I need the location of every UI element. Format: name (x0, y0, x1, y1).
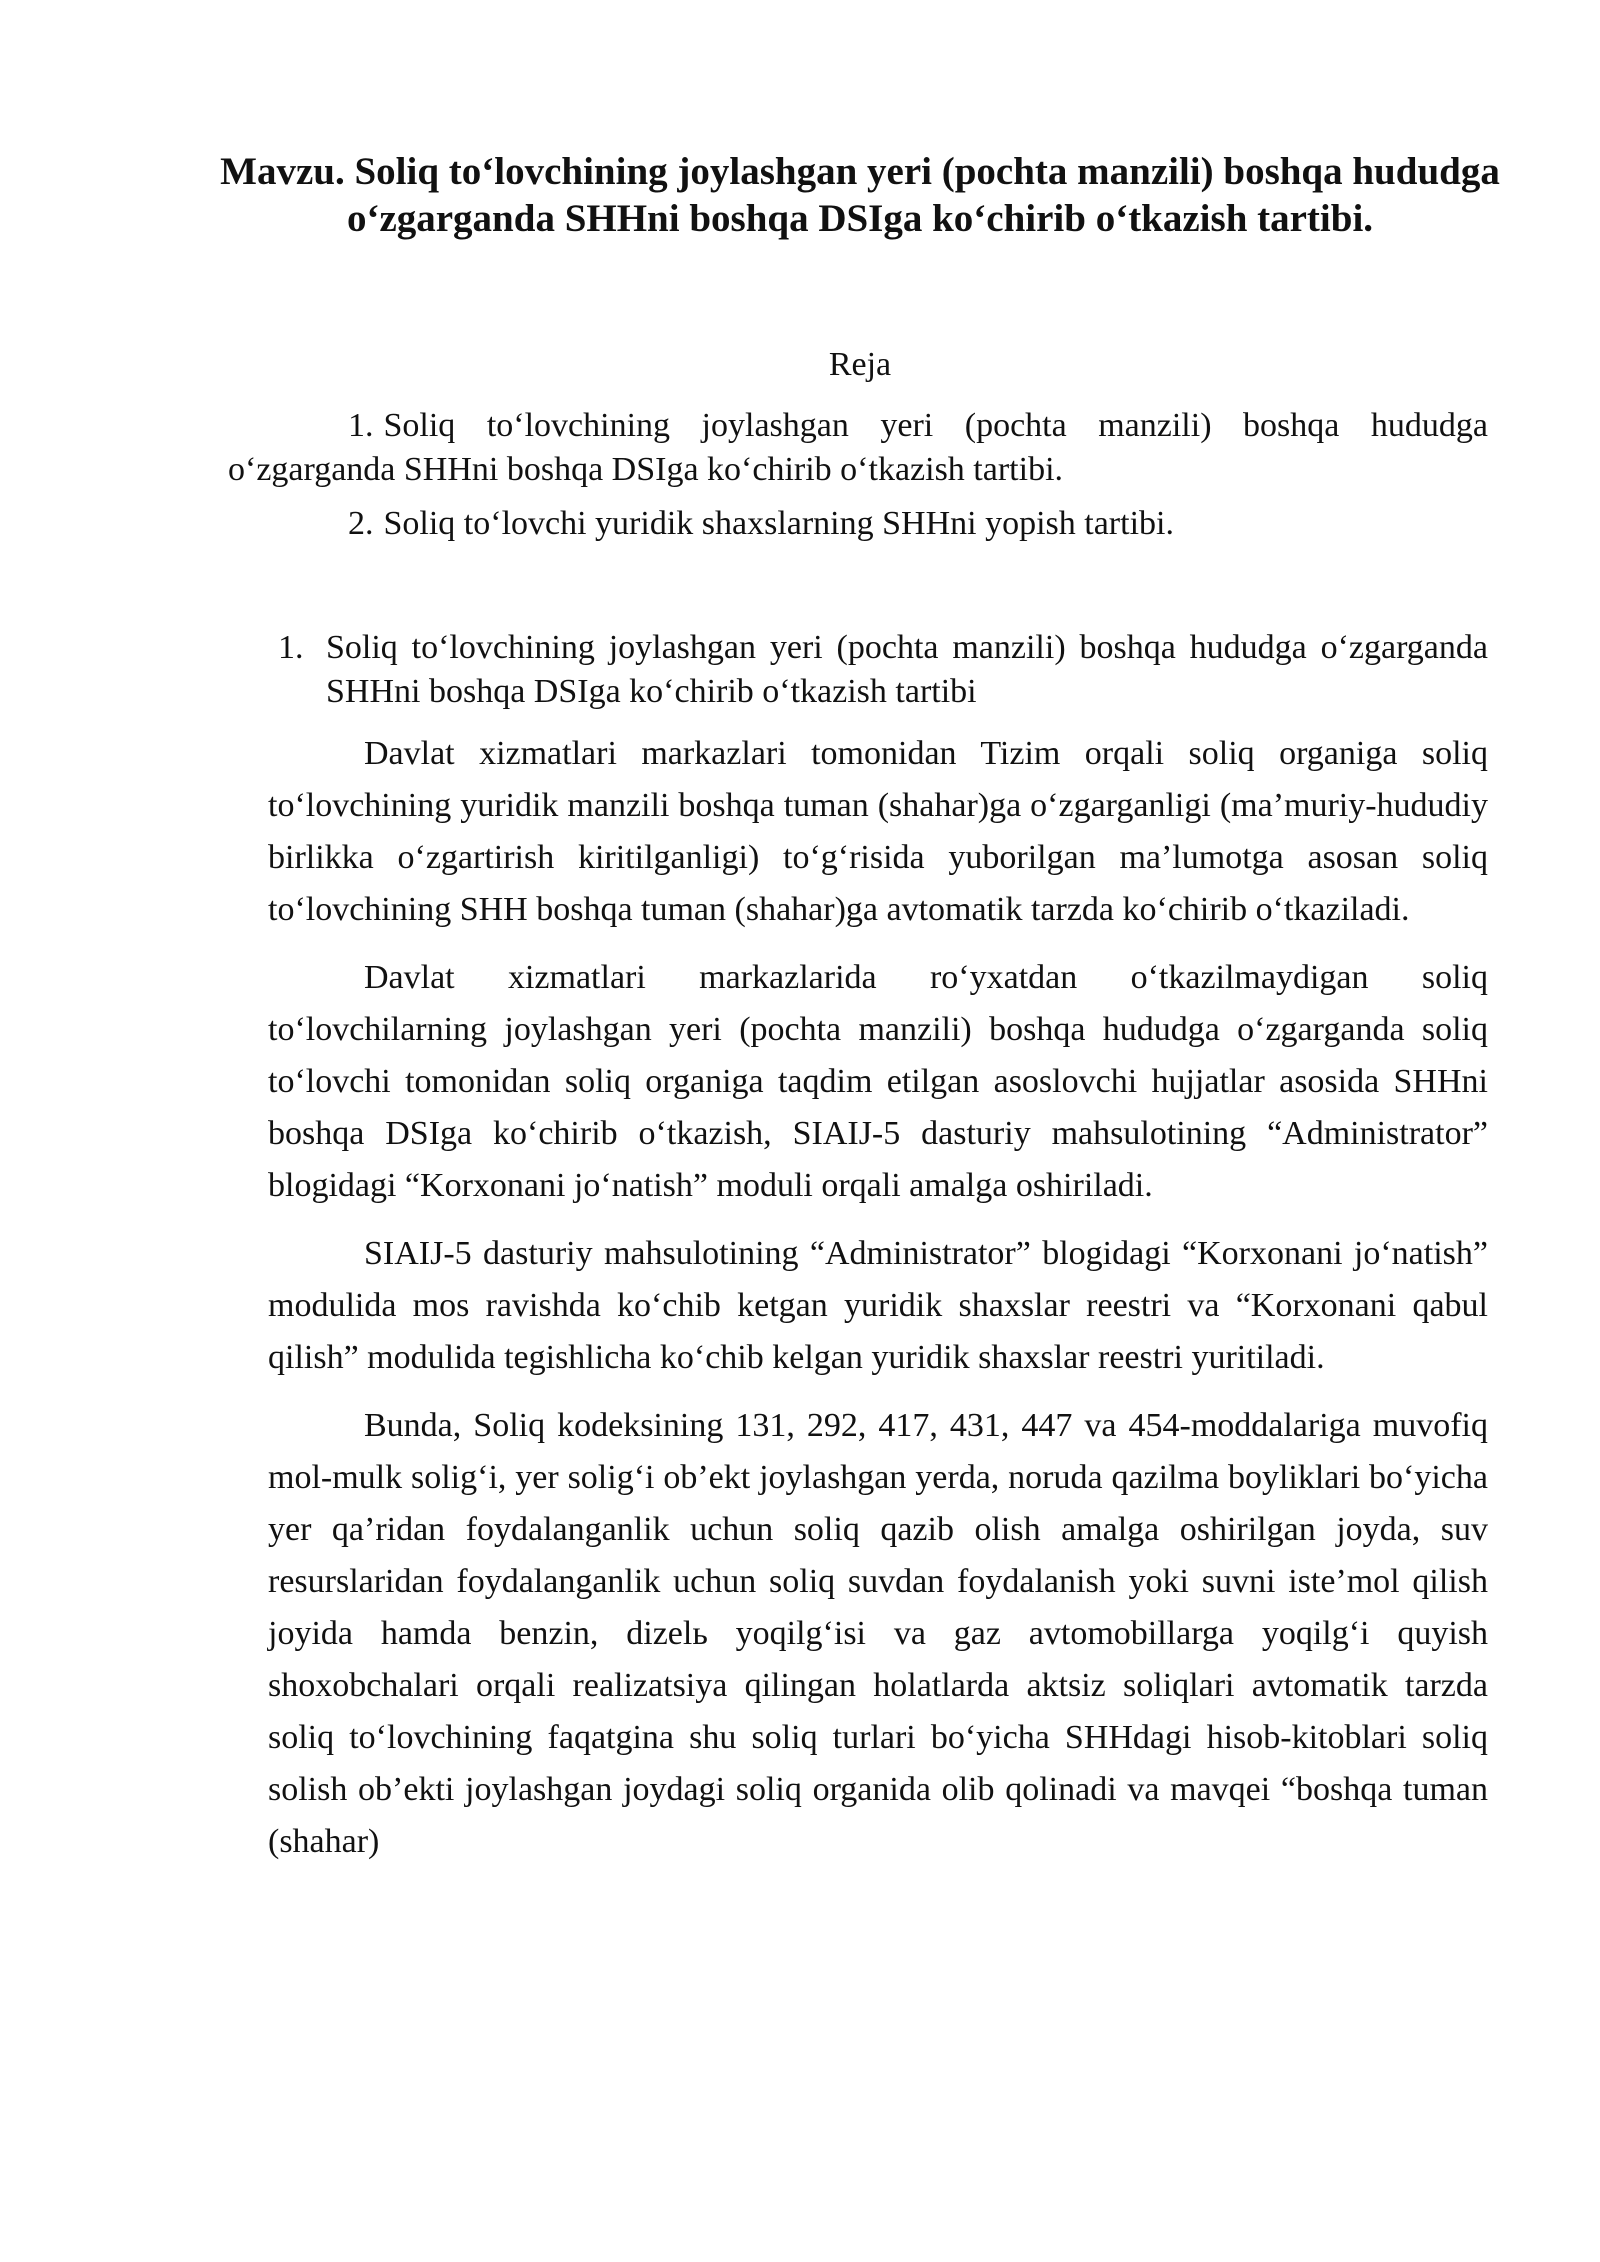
body-paragraph: Davlat xizmatlari markazlarida ro‘yxatdan o‘tkazilmaydigan soliq to‘lovchilarning joylashgan yeri (pochta manzili) boshqa hududga o‘zgarganda soliq to‘lovchi tomonidan soliq organiga taqdim etilgan asoslovchi hujjatlar asosida SHHni boshqa DSIga ko‘chirib o‘tkazish, SIAIJ-5 dasturiy mahsulotining “Administrator” blogidagi “Korxonani jo‘natish” moduli orqali amalga oshiriladi. (268, 959, 1488, 1204)
section-heading (268, 626, 1488, 714)
plan-item-number: 2. (348, 505, 374, 542)
section-1 (268, 626, 1488, 1884)
body-paragraph: SIAIJ-5 dasturiy mahsulotining “Administrator” blogidagi “Korxonani jo‘natish” modulida mos ravishda ko‘chib ketgan yuridik shaxslar reestri va “Korxonani qabul qilish” modulida tegishlicha ko‘chib kelgan yuridik shaxslar reestri yuritiladi. (268, 1235, 1488, 1376)
section-heading-text: Soliq to‘lovchining joylashgan yeri (pochta manzili) boshqa hududga o‘zgarganda SHHni boshqa DSIga ko‘chirib o‘tkazish tartibi (326, 629, 1488, 710)
body-paragraph: Davlat xizmatlari markazlari tomonidan Tizim orqali soliq organiga soliq to‘lovchining yuridik manzili boshqa tuman (shahar)ga o‘zgarganligi (ma’muriy-hududiy birlikka o‘zgartirish kiritilganligi) to‘g‘risida yuborilgan ma’lumotga asosan soliq to‘lovchining SHH boshqa tuman (shahar)ga avtomatik tarzda ko‘chirib o‘tkaziladi. (268, 735, 1488, 928)
plan-list (228, 404, 1488, 556)
plan-item-text: Soliq to‘lovchining joylashgan yeri (pochta manzili) boshqa hududga o‘zgarganda SHHni boshqa DSIga ko‘chirib o‘tkazish tartibi. (228, 407, 1488, 488)
plan-item-text: Soliq to‘lovchi yuridik shaxslarning SHHni yopish tartibi. (383, 505, 1174, 542)
section-number: 1. (278, 629, 304, 666)
plan-heading: Reja (828, 346, 892, 383)
plan-item-number: 1. (348, 407, 374, 444)
document-title: Mavzu. Soliq to‘lovchining joylashgan yeri (pochta manzili) boshqa hududga o‘zgarganda SHHni boshqa DSIga ko‘chirib o‘tkazish tartibi. (220, 150, 1500, 240)
plan-item (228, 404, 1488, 492)
body-paragraph: Bunda, Soliq kodeksining 131, 292, 417, 431, 447 va 454-moddalariga muvofiq mol-mulk solig‘i, yer solig‘i ob’ekt joylashgan yerda, noruda qazilma boyliklari bo‘yicha yer qa’ridan foydalanganlik uchun soliq qazib olish amalga oshirilgan joyda, suv resurslaridan foydalanganlik uchun soliq suvdan foydalanish yoki suvni iste’mol qilish joyida hamda benzin, dizelь yoqilg‘isi va gaz avtomobillarga yoqilg‘i quyish shoxobchalari orqali realizatsiya qilingan holatlarda aktsiz soliqlari avtomatik tarzda soliq to‘lovchining faqatgina shu soliq turlari bo‘yicha SHHdagi hisob-kitoblari soliq solish ob’ekti joylashgan joydagi soliq organida olib qolinadi va mavqei “boshqa tuman (shahar) (268, 1407, 1488, 1860)
plan-item (228, 502, 1488, 546)
